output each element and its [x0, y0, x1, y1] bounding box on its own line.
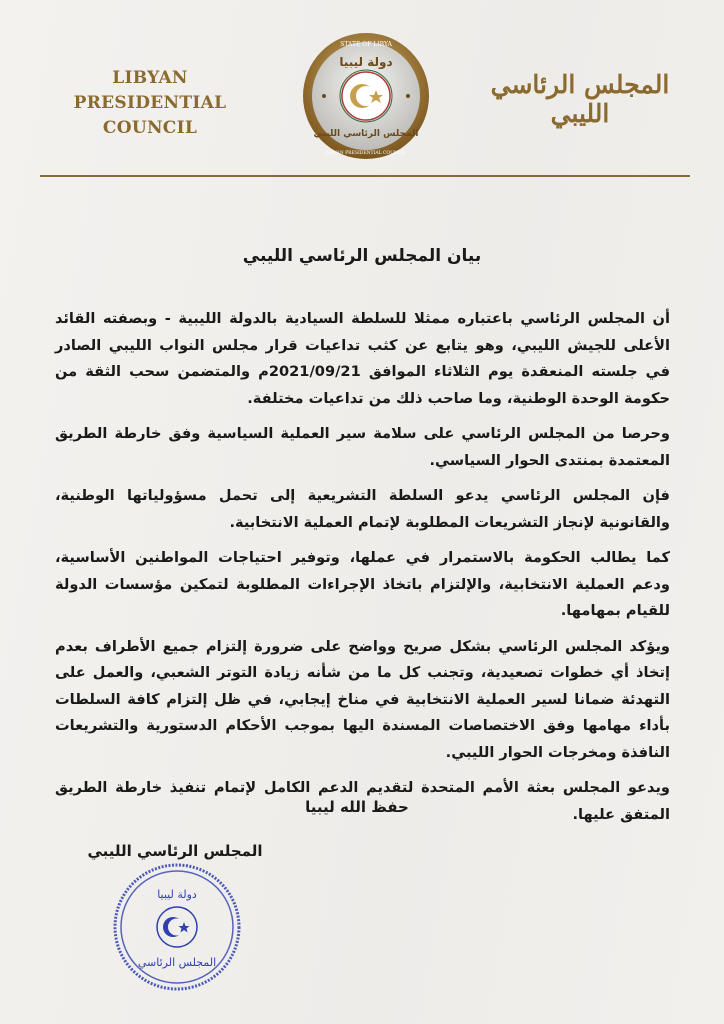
svg-text:STATE OF LIBYA: STATE OF LIBYA [340, 41, 392, 48]
svg-text:LIBYAN PRESIDENTIAL COUNCIL: LIBYAN PRESIDENTIAL COUNCIL [325, 151, 407, 156]
header-divider [40, 175, 690, 177]
english-council-name [40, 66, 260, 141]
paragraph: أن المجلس الرئاسي باعتباره ممثلا للسلطة السيادية بالدولة الليبية - وبصفته القائد الأعلى للجيش الليبي، وهو يتابع عن كثب تداعيات قرار مجلس النواب الليبي الصادر في جلسته المنعقدة يوم الثلاثاء الموافق 2021/09/21م والمتضمن سحب الثقة من حكومة الوحدة الوطنية، وما صاحب ذلك من تداعيات مختلفة. [55, 310, 671, 407]
closing-line [0, 798, 724, 816]
closing-text: حفظ الله ليبيا [305, 798, 409, 816]
paragraph: ويؤكد المجلس الرئاسي بشكل صريح وواضح على ضرورة إلتزام جميع الأطراف بعدم إتخاذ أي خطوات تصعيدية، وتجنب كل ما من شأنه زيادة التوتر الشعبي، والعمل على التهدئة ضمانا لسير العملية الانتخابية في مناخ إيجابي، في ظل إلتزام كافة السلطات بأداء مهامها وفق الاختصاصات المسندة اليها بموجب الأحكام الدستورية والتشريعات النافذة ومخرجات الحوار الليبي. [55, 637, 670, 761]
arabic-council-name: المجلس الرئاسي الليبي [490, 70, 670, 128]
svg-text:دولة ليبيا: دولة ليبيا [157, 888, 197, 901]
svg-text:المجلس الرئاسي: المجلس الرئاسي [137, 956, 217, 969]
paragraph: فإن المجلس الرئاسي يدعو السلطة التشريعية إلى تحمل مسؤولياتها الوطنية، والقانونية لإنجاز التشريعات المطلوبة لإتمام العملية الانتخابية. [55, 487, 670, 531]
state-emblem-logo [302, 32, 430, 160]
svg-text:المجلس الرئاسي الليبي: المجلس الرئاسي الليبي [313, 129, 419, 139]
english-name-line1: LIBYAN PRESIDENTIAL [73, 68, 227, 113]
svg-text:دولة ليبيا: دولة ليبيا [339, 55, 393, 69]
paragraph: كما يطالب الحكومة بالاستمرار في عملها، وتوفير احتياجات المواطنين الأساسية، ودعم العملية الانتخابية، والإلتزام باتخاذ الإجراءات المطلوبة لتمكين مؤسسات الدولة للقيام بمهامها. [55, 549, 670, 619]
official-stamp [112, 862, 242, 992]
statement-body [55, 306, 670, 837]
document-title: بيان المجلس الرئاسي الليبي [242, 246, 482, 266]
paragraph: وحرصا من المجلس الرئاسي على سلامة سير العملية السياسية وفق خارطة الطريق المعتمدة بمنتدى الحوار السياسي. [55, 425, 670, 469]
paragraph: ويدعو المجلس بعثة الأمم المتحدة لتقديم الدعم الكامل لإتمام تنفيذ خارطة الطريق المتفق عليها. [55, 779, 670, 823]
signer-name: المجلس الرئاسي الليبي [87, 842, 263, 860]
english-name-line2: COUNCIL [102, 118, 198, 138]
